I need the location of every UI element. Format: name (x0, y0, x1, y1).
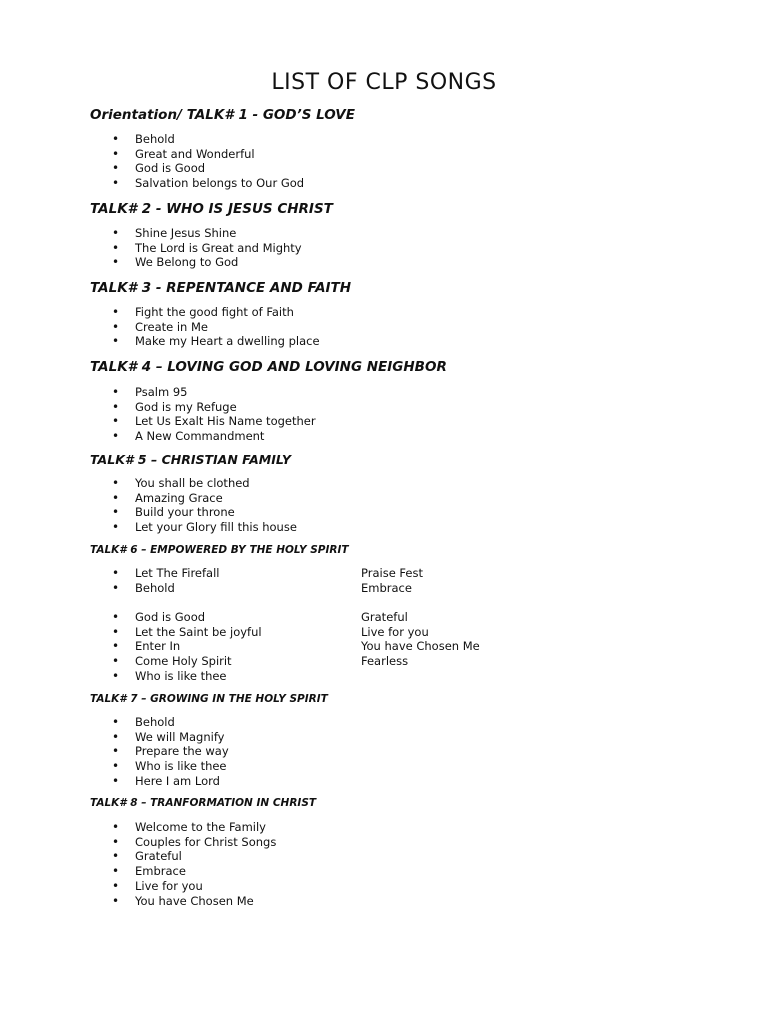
song-item: • Prepare the way (110, 744, 229, 759)
song-item: Live for you (361, 624, 429, 639)
song-list-talk-6-right-b (361, 610, 480, 669)
song-item: • You shall be clothed (110, 476, 297, 491)
song-item: • The Lord is Great and Mighty (110, 241, 302, 256)
song-item: • God is my Refuge (110, 400, 316, 415)
song-list-talk-5 (110, 476, 297, 535)
song-item: • Psalm 95 (110, 385, 316, 400)
song-list-talk-4 (110, 385, 316, 444)
song-item: • Let the Saint be joyful (110, 625, 262, 640)
song-item: • Behold (110, 715, 229, 730)
section-heading-talk-5: TALK# 5 – CHRISTIAN FAMILY (90, 452, 291, 467)
song-item: • We Belong to God (110, 255, 302, 270)
song-list-talk-1 (110, 132, 304, 191)
song-item: • Shine Jesus Shine (110, 226, 302, 241)
song-item: • Couples for Christ Songs (110, 835, 276, 850)
section-heading-talk-1: Orientation/ TALK# 1 - GOD’S LOVE (90, 107, 355, 123)
song-item: • Live for you (110, 879, 276, 894)
song-item: • Let your Glory fill this house (110, 520, 297, 535)
song-item: • Let The Firefall (110, 566, 220, 581)
song-list-talk-6-right-a (361, 566, 423, 595)
section-heading-talk-8: TALK# 8 – TRANFORMATION IN CHRIST (90, 797, 317, 809)
song-item: • Fight the good fight of Faith (110, 305, 320, 320)
song-item: • Come Holy Spirit (110, 654, 262, 669)
song-item: • Grateful (110, 849, 276, 864)
song-item: You have Chosen Me (361, 639, 480, 654)
song-item: • Who is like thee (110, 669, 262, 684)
song-item: • Let Us Exalt His Name together (110, 414, 316, 429)
song-item: • Behold (110, 581, 220, 596)
section-heading-talk-3: TALK# 3 - REPENTANCE AND FAITH (90, 280, 352, 296)
song-item: • We will Magnify (110, 730, 229, 745)
song-item: • Who is like thee (110, 759, 229, 774)
section-heading-talk-6: TALK# 6 – EMPOWERED BY THE HOLY SPIRIT (90, 544, 349, 556)
song-item: • Great and Wonderful (110, 147, 304, 162)
song-item: • Amazing Grace (110, 491, 297, 506)
song-item: Embrace (361, 580, 412, 595)
song-item: • Make my Heart a dwelling place (110, 334, 320, 349)
song-list-talk-2 (110, 226, 302, 270)
song-item: • Create in Me (110, 320, 320, 335)
song-list-talk-6-a (110, 566, 220, 595)
song-item: • Enter In (110, 639, 262, 654)
song-item: • Build your throne (110, 505, 297, 520)
section-heading-talk-2: TALK# 2 - WHO IS JESUS CHRIST (90, 201, 333, 217)
song-item: • God is Good (110, 610, 262, 625)
page-title: LIST OF CLP SONGS (271, 70, 497, 95)
song-item: • Welcome to the Family (110, 820, 276, 835)
song-item: • You have Chosen Me (110, 894, 276, 909)
song-item: • Behold (110, 132, 304, 147)
song-list-talk-3 (110, 305, 320, 349)
song-item: • Salvation belongs to Our God (110, 176, 304, 191)
song-list-talk-7 (110, 715, 229, 789)
section-heading-talk-7: TALK# 7 – GROWING IN THE HOLY SPIRIT (90, 693, 328, 705)
song-item: • A New Commandment (110, 429, 316, 444)
song-item: • Embrace (110, 864, 276, 879)
song-item: Fearless (361, 654, 409, 669)
song-item: • God is Good (110, 161, 304, 176)
song-item: Grateful (361, 610, 408, 624)
song-item: Praise Fest (361, 566, 423, 580)
song-list-talk-8 (110, 820, 276, 908)
song-item: • Here I am Lord (110, 774, 229, 789)
song-list-talk-6-b (110, 610, 262, 684)
section-heading-talk-4: TALK# 4 – LOVING GOD AND LOVING NEIGHBOR (90, 359, 447, 375)
